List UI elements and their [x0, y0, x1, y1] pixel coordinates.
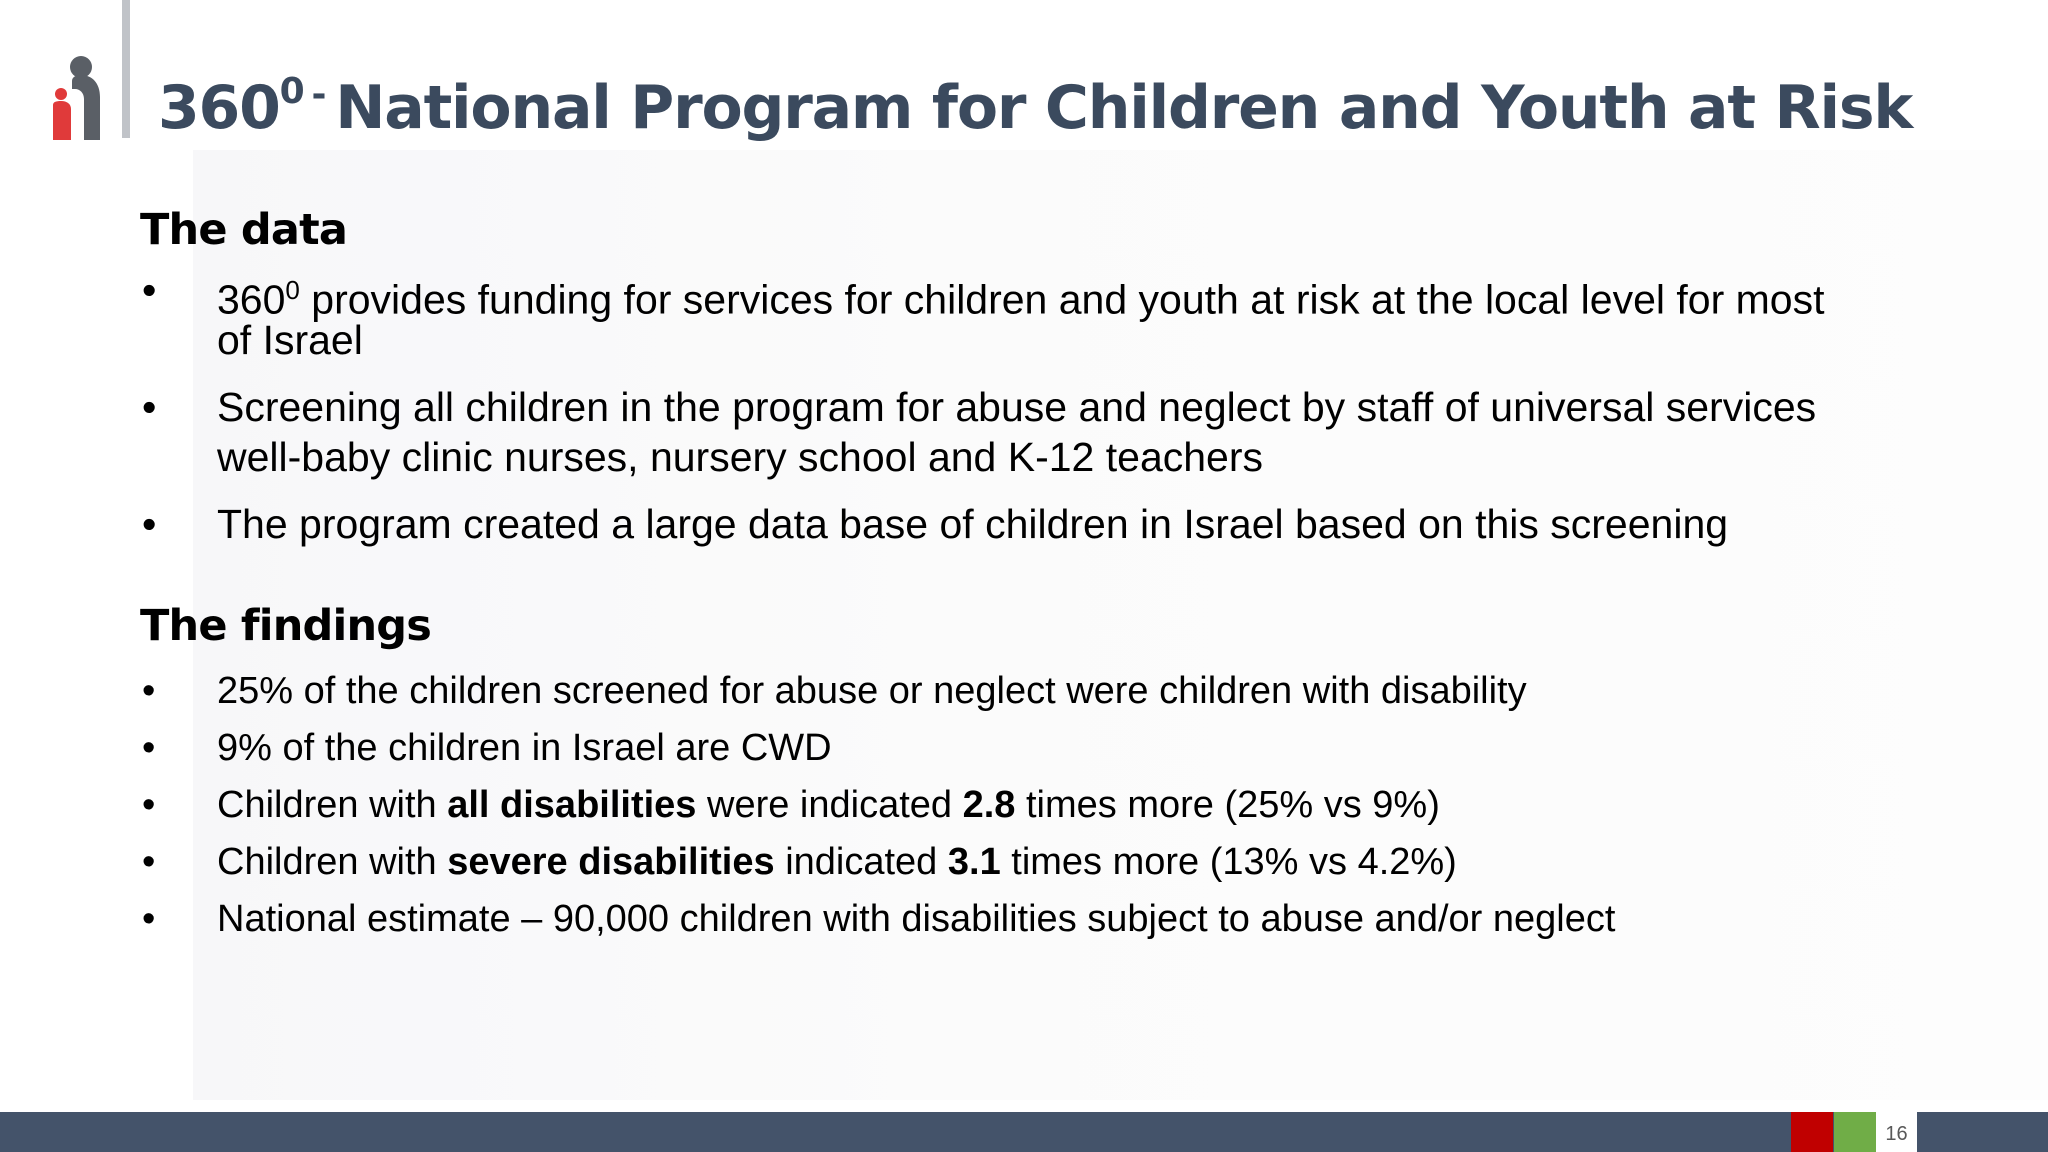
- title-main: National Program for Children and Youth at Risk: [335, 73, 1913, 143]
- bullet-superscript: 0: [285, 275, 300, 305]
- bullet-text-continued: of Israel: [217, 316, 363, 363]
- list-item: [140, 840, 1940, 884]
- bullet-text: indicated: [774, 841, 948, 883]
- title-dash: -: [311, 74, 326, 115]
- list-item: [140, 726, 1940, 770]
- footer-bar: [0, 1112, 2048, 1152]
- bullet-text: National estimate – 90,000 children with disabilities subject to abuse and/or neglect: [217, 898, 1616, 940]
- findings-bullet-list: [140, 669, 1940, 954]
- title-prefix: 360: [158, 73, 280, 143]
- footer-green-square: [1834, 1112, 1876, 1152]
- list-item: [140, 270, 1940, 363]
- list-item: [140, 500, 1940, 547]
- slide-title: [158, 68, 1912, 148]
- bullet-prefix: 360: [217, 276, 286, 323]
- bullet-text: provides funding for services for children and youth at risk at the local level for most: [299, 276, 1825, 323]
- family-logo-icon: [50, 55, 105, 140]
- bullet-bold-term: all disabilities: [447, 784, 697, 826]
- list-item: [140, 669, 1940, 713]
- bullet-bold-term: severe disabilities: [447, 841, 775, 883]
- section-heading-data: The data: [140, 205, 348, 255]
- bullet-bold-value: 2.8: [962, 784, 1016, 826]
- list-item: [140, 897, 1940, 941]
- bullet-text: 25% of the children screened for abuse or neglect were children with disability: [217, 670, 1527, 712]
- bullet-text: times more (25% vs 9%): [1015, 784, 1440, 826]
- footer-red-square: [1791, 1112, 1833, 1152]
- bullet-text: Screening all children in the program for abuse and neglect by staff of universal services: [217, 383, 1817, 430]
- bullet-bold-value: 3.1: [947, 841, 1001, 883]
- bullet-text: Children with: [217, 841, 448, 883]
- bullet-text: were indicated: [696, 784, 963, 826]
- bullet-text-continued: well-baby clinic nurses, nursery school and K-12 teachers: [217, 433, 1264, 480]
- bullet-text: times more (13% vs 4.2%): [1000, 841, 1457, 883]
- section-heading-findings: The findings: [140, 601, 432, 651]
- title-accent-bar: [122, 0, 130, 138]
- list-item: [140, 783, 1940, 827]
- bullet-text: 9% of the children in Israel are CWD: [217, 727, 832, 769]
- page-number: 16: [1876, 1112, 1917, 1152]
- list-item: [140, 382, 1940, 482]
- data-bullet-list: [140, 270, 1940, 566]
- bullet-text: Children with: [217, 784, 448, 826]
- bullet-text: The program created a large data base of children in Israel based on this screening: [217, 500, 1729, 547]
- title-superscript: 0: [279, 71, 304, 112]
